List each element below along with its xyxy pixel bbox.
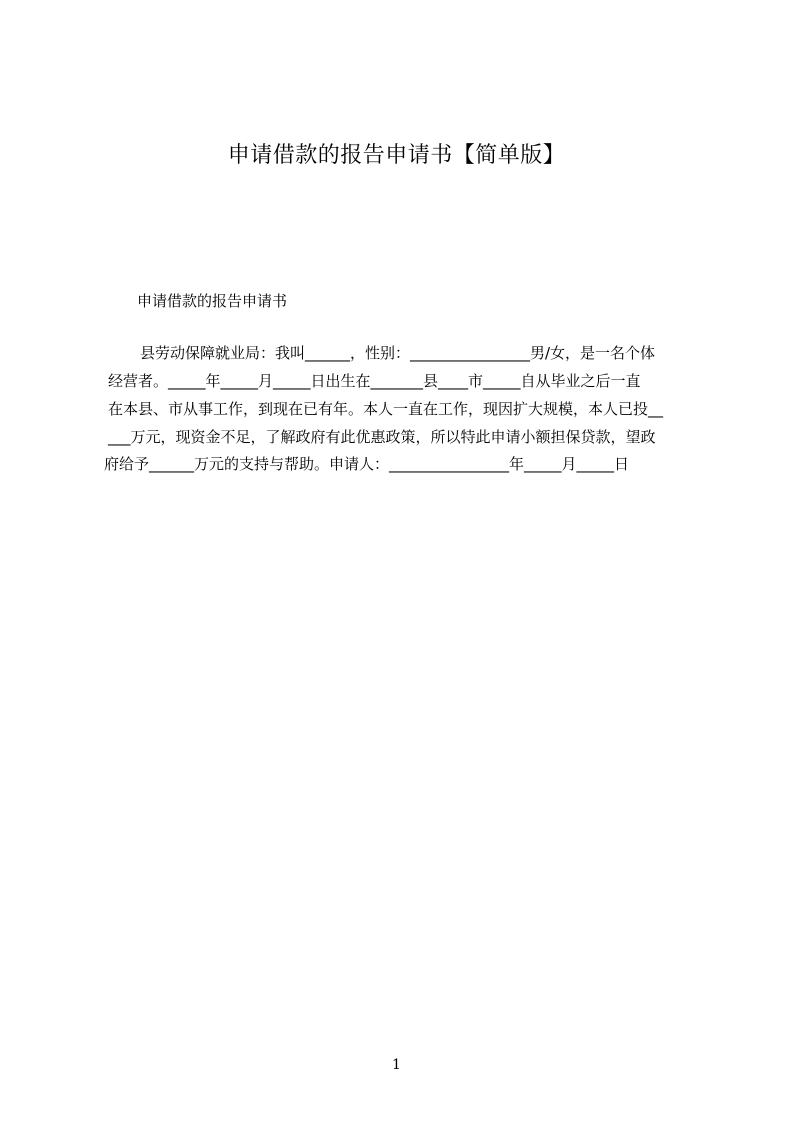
body-line: 县劳动保障就业局：我叫______，性别：________________男/女，是一名个体 [140,344,656,362]
page-number: 1 [392,1057,401,1073]
body-line: 府给予______万元的支持与帮助。申请人：________________年_____月_____日 [104,455,630,473]
body-line: 经营者。_____年_____月_____日出生在_______县____市_____自从毕业之后一直 [108,372,641,390]
body-line: 在本县、市从事工作，到现在已有年。本人一直在工作，现因扩大规模，本人已投__ [108,400,664,418]
body-line: ___万元，现资金不足，了解政府有此优惠政策，所以特此申请小额担保贷款，望政 [108,428,656,446]
document-subheading: 申请借款的报告申请书 [137,292,288,310]
page-title: 申请借款的报告申请书【简单版】 [227,143,566,168]
